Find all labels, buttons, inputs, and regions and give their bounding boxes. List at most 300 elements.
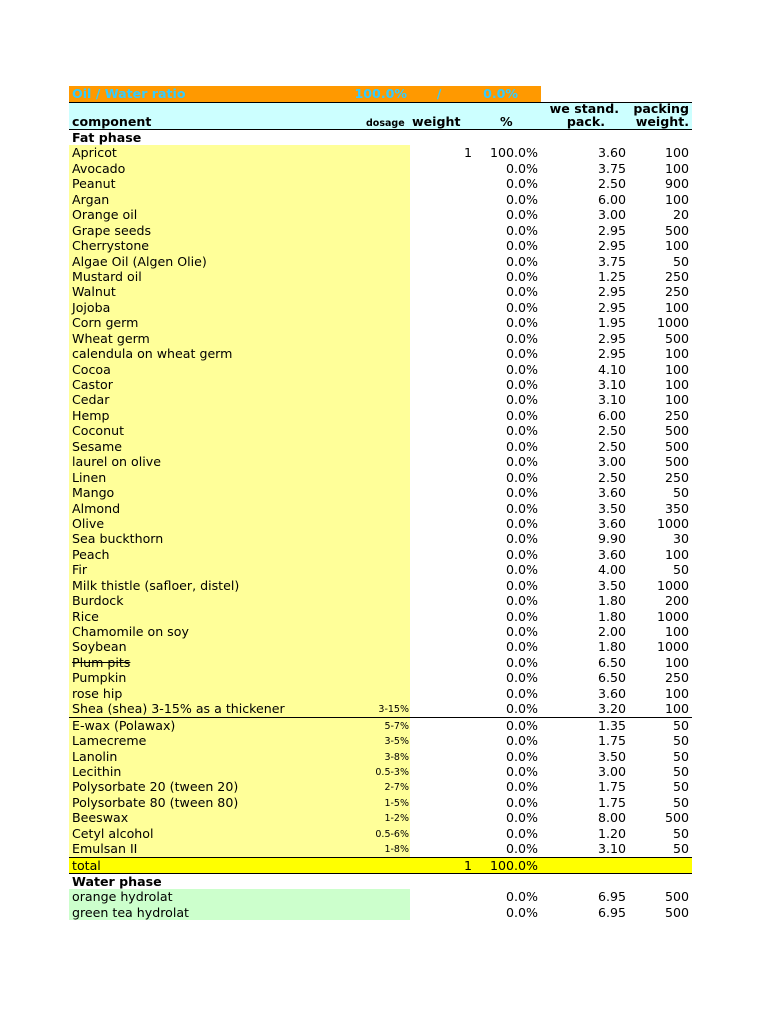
percent-cell: 0.0% bbox=[506, 284, 538, 300]
weight-cell[interactable] bbox=[409, 779, 472, 794]
price-cell: 3.60 bbox=[597, 145, 626, 161]
price-cell: 6.95 bbox=[597, 904, 626, 920]
weight-cell[interactable] bbox=[409, 331, 472, 346]
packing-weight-cell: 100 bbox=[664, 685, 689, 701]
component-name[interactable]: Lanolin bbox=[72, 748, 118, 764]
dosage-range: 5-7% bbox=[384, 720, 409, 732]
table-row[interactable] bbox=[69, 889, 692, 904]
component-name[interactable]: Apricot bbox=[72, 145, 117, 161]
table-row[interactable] bbox=[69, 562, 692, 577]
dosage-range bbox=[339, 346, 409, 362]
packing-weight-cell: 500 bbox=[664, 330, 689, 346]
weight-cell[interactable] bbox=[409, 749, 472, 764]
price-cell: 3.60 bbox=[597, 685, 626, 701]
component-name[interactable]: Mango bbox=[72, 485, 115, 501]
dosage-range bbox=[339, 547, 409, 563]
header-pack-line1: packing bbox=[633, 101, 689, 116]
percent-cell: 0.0% bbox=[506, 207, 538, 223]
packing-weight-cell: 100 bbox=[664, 701, 689, 717]
dosage-range bbox=[339, 331, 409, 347]
packing-weight-cell: 250 bbox=[664, 670, 689, 686]
component-name[interactable]: Grape seeds bbox=[72, 222, 152, 238]
dosage-range bbox=[339, 639, 409, 655]
packing-weight-cell: 100 bbox=[664, 392, 689, 408]
water-phase-heading bbox=[69, 874, 692, 889]
weight-cell[interactable] bbox=[409, 284, 472, 299]
dosage-range bbox=[339, 593, 409, 609]
component-name[interactable]: Shea (shea) 3-15% as a thickener bbox=[72, 701, 285, 717]
table-row[interactable] bbox=[69, 516, 692, 531]
packing-weight-cell: 500 bbox=[664, 222, 689, 238]
weight-cell[interactable] bbox=[409, 578, 472, 593]
percent-cell: 0.0% bbox=[506, 701, 538, 717]
weight-cell[interactable] bbox=[409, 408, 472, 423]
component-name[interactable]: Olive bbox=[72, 515, 105, 531]
weight-cell[interactable] bbox=[409, 795, 472, 810]
percent-cell: 0.0% bbox=[506, 361, 538, 377]
component-name[interactable]: Polysorbate 80 (tween 80) bbox=[72, 794, 239, 810]
percent-cell: 0.0% bbox=[506, 608, 538, 624]
table-row[interactable] bbox=[69, 531, 692, 546]
price-cell: 1.25 bbox=[597, 268, 626, 284]
percent-cell: 0.0% bbox=[506, 346, 538, 362]
component-name[interactable]: calendula on wheat germ bbox=[72, 346, 233, 362]
table-row[interactable] bbox=[69, 609, 692, 624]
weight-cell[interactable] bbox=[409, 454, 472, 469]
percent-cell: 0.0% bbox=[506, 438, 538, 454]
weight-cell[interactable]: 1 bbox=[463, 145, 472, 161]
dosage-range bbox=[339, 300, 409, 316]
component-name[interactable]: Orange oil bbox=[72, 207, 138, 223]
table-row[interactable] bbox=[69, 795, 692, 810]
weight-cell[interactable] bbox=[409, 485, 472, 500]
packing-weight-cell: 500 bbox=[664, 889, 689, 905]
component-name[interactable]: Cetyl alcohol bbox=[72, 825, 154, 841]
component-name[interactable]: Avocado bbox=[72, 160, 126, 176]
table-row[interactable] bbox=[69, 826, 692, 841]
percent-cell: 0.0% bbox=[506, 717, 538, 733]
weight-cell[interactable] bbox=[409, 223, 472, 238]
weight-cell[interactable] bbox=[409, 392, 472, 407]
weight-cell[interactable] bbox=[409, 655, 472, 670]
dosage-range bbox=[339, 454, 409, 470]
packing-weight-cell: 100 bbox=[664, 346, 689, 362]
component-name[interactable]: Coconut bbox=[72, 423, 125, 439]
price-cell: 6.50 bbox=[597, 654, 626, 670]
price-cell: 9.90 bbox=[597, 531, 626, 547]
table-row[interactable] bbox=[69, 501, 692, 516]
packing-weight-cell: 250 bbox=[664, 469, 689, 485]
packing-weight-cell: 50 bbox=[672, 763, 689, 779]
percent-cell: 0.0% bbox=[506, 253, 538, 269]
price-cell: 3.00 bbox=[597, 763, 626, 779]
packing-weight-cell: 1000 bbox=[656, 639, 689, 655]
component-name[interactable]: Mustard oil bbox=[72, 268, 142, 284]
component-name[interactable]: Corn germ bbox=[72, 315, 139, 331]
price-cell: 1.95 bbox=[597, 315, 626, 331]
header-price-line2: pack. bbox=[566, 114, 605, 129]
table-row[interactable] bbox=[69, 686, 692, 701]
table-row[interactable] bbox=[69, 578, 692, 593]
price-cell: 1.80 bbox=[597, 608, 626, 624]
weight-cell[interactable] bbox=[409, 810, 472, 825]
table-row[interactable] bbox=[69, 841, 692, 856]
weight-cell[interactable] bbox=[409, 701, 472, 716]
price-cell: 4.00 bbox=[597, 562, 626, 578]
percent-cell: 0.0% bbox=[506, 889, 538, 905]
percent-cell: 0.0% bbox=[506, 546, 538, 562]
component-name[interactable]: Cherrystone bbox=[72, 238, 150, 254]
price-cell: 3.20 bbox=[597, 701, 626, 717]
table-row[interactable] bbox=[69, 315, 692, 330]
dosage-range bbox=[339, 686, 409, 702]
percent-cell: 0.0% bbox=[506, 685, 538, 701]
percent-cell: 0.0% bbox=[506, 763, 538, 779]
percent-cell: 0.0% bbox=[506, 515, 538, 531]
ratio-slash: / bbox=[436, 86, 442, 101]
dosage-range bbox=[339, 145, 409, 161]
packing-weight-cell: 100 bbox=[664, 299, 689, 315]
packing-weight-cell: 50 bbox=[672, 794, 689, 810]
table-row[interactable] bbox=[69, 593, 692, 608]
fat-phase-rows bbox=[69, 145, 692, 856]
percent-cell: 0.0% bbox=[506, 500, 538, 516]
percent-cell: 0.0% bbox=[506, 407, 538, 423]
weight-cell[interactable] bbox=[409, 826, 472, 841]
table-row[interactable] bbox=[69, 439, 692, 454]
price-cell: 8.00 bbox=[597, 810, 626, 826]
dosage-range bbox=[339, 516, 409, 532]
packing-weight-cell: 100 bbox=[664, 160, 689, 176]
weight-cell[interactable] bbox=[409, 238, 472, 253]
spreadsheet bbox=[69, 86, 692, 920]
packing-weight-cell: 1000 bbox=[656, 515, 689, 531]
price-cell: 3.75 bbox=[597, 160, 626, 176]
header-weight: weight bbox=[412, 114, 461, 129]
table-row[interactable] bbox=[69, 779, 692, 794]
ratio-oil-value: 100.0% bbox=[354, 86, 407, 101]
percent-cell: 0.0% bbox=[506, 654, 538, 670]
percent-cell: 0.0% bbox=[506, 191, 538, 207]
packing-weight-cell: 100 bbox=[664, 145, 689, 161]
price-cell: 2.95 bbox=[597, 330, 626, 346]
table-row[interactable] bbox=[69, 454, 692, 469]
weight-cell[interactable] bbox=[409, 377, 472, 392]
table-row[interactable] bbox=[69, 176, 692, 191]
table-row[interactable] bbox=[69, 269, 692, 284]
dosage-range bbox=[339, 624, 409, 640]
price-cell: 6.50 bbox=[597, 670, 626, 686]
weight-cell[interactable] bbox=[409, 315, 472, 330]
component-name[interactable]: Castor bbox=[72, 377, 113, 392]
component-name[interactable]: Peanut bbox=[72, 176, 116, 192]
price-cell: 3.75 bbox=[597, 253, 626, 269]
header-dosage: dosage bbox=[366, 118, 405, 129]
weight-cell[interactable] bbox=[409, 470, 472, 485]
price-cell: 2.95 bbox=[597, 346, 626, 362]
table-row[interactable] bbox=[69, 284, 692, 299]
component-name[interactable]: Cocoa bbox=[72, 361, 111, 377]
weight-cell[interactable] bbox=[409, 841, 472, 856]
weight-cell[interactable] bbox=[409, 516, 472, 531]
component-name[interactable]: Soybean bbox=[72, 639, 127, 655]
dosage-range bbox=[339, 531, 409, 547]
packing-weight-cell: 500 bbox=[664, 454, 689, 470]
table-row[interactable] bbox=[69, 905, 692, 920]
header-component: component bbox=[72, 114, 152, 129]
oil-water-ratio-row[interactable] bbox=[69, 86, 692, 102]
weight-cell[interactable] bbox=[409, 562, 472, 577]
weight-cell[interactable] bbox=[409, 362, 472, 377]
dosage-range: 2-7% bbox=[384, 782, 409, 794]
table-row[interactable] bbox=[69, 470, 692, 485]
weight-cell[interactable] bbox=[409, 192, 472, 207]
percent-cell: 0.0% bbox=[506, 299, 538, 315]
percent-cell: 0.0% bbox=[506, 392, 538, 408]
component-name[interactable]: Cedar bbox=[72, 392, 110, 408]
table-row[interactable] bbox=[69, 207, 692, 222]
packing-weight-cell: 50 bbox=[672, 733, 689, 749]
percent-cell: 0.0% bbox=[506, 779, 538, 795]
table-row[interactable] bbox=[69, 764, 692, 779]
price-cell: 1.75 bbox=[597, 733, 626, 749]
weight-cell[interactable] bbox=[409, 346, 472, 361]
dosage-range: 1-5% bbox=[384, 797, 409, 809]
component-name[interactable]: Argan bbox=[72, 191, 110, 207]
table-row[interactable] bbox=[69, 238, 692, 253]
table-row[interactable] bbox=[69, 485, 692, 500]
percent-cell: 0.0% bbox=[506, 593, 538, 609]
table-row[interactable] bbox=[69, 346, 692, 361]
component-name[interactable]: Fir bbox=[72, 562, 88, 578]
component-name[interactable]: Rice bbox=[72, 608, 99, 624]
packing-weight-cell: 1000 bbox=[656, 315, 689, 331]
percent-cell: 0.0% bbox=[506, 531, 538, 547]
table-row[interactable] bbox=[69, 408, 692, 423]
packing-weight-cell: 1000 bbox=[656, 608, 689, 624]
component-name[interactable]: E-wax (Polawax) bbox=[72, 717, 176, 733]
component-name[interactable]: Lamecreme bbox=[72, 733, 147, 749]
component-name[interactable]: Emulsan II bbox=[72, 841, 138, 857]
component-name[interactable]: Burdock bbox=[72, 593, 124, 609]
component-name[interactable]: Milk thistle (safloer, distel) bbox=[72, 577, 240, 593]
component-name[interactable]: Lecithin bbox=[72, 763, 122, 779]
price-cell: 2.95 bbox=[597, 238, 626, 254]
dosage-range: 1-2% bbox=[384, 813, 409, 825]
price-cell: 1.20 bbox=[597, 825, 626, 841]
weight-cell[interactable] bbox=[409, 733, 472, 748]
weight-cell[interactable] bbox=[409, 670, 472, 685]
weight-cell[interactable] bbox=[409, 176, 472, 191]
dosage-range bbox=[339, 362, 409, 378]
dosage-range bbox=[339, 578, 409, 594]
dosage-range bbox=[339, 161, 409, 177]
table-row[interactable] bbox=[69, 655, 692, 670]
dosage-range bbox=[339, 470, 409, 486]
price-cell: 3.10 bbox=[597, 392, 626, 408]
weight-cell[interactable] bbox=[409, 161, 472, 176]
packing-weight-cell: 50 bbox=[672, 825, 689, 841]
price-cell: 3.10 bbox=[597, 841, 626, 857]
packing-weight-cell: 20 bbox=[672, 207, 689, 223]
weight-cell[interactable] bbox=[409, 423, 472, 438]
dosage-range bbox=[339, 284, 409, 300]
table-row[interactable] bbox=[69, 701, 692, 716]
table-row[interactable] bbox=[69, 547, 692, 562]
price-cell: 3.60 bbox=[597, 515, 626, 531]
percent-cell: 0.0% bbox=[506, 904, 538, 920]
total-row[interactable] bbox=[69, 857, 692, 874]
component-name[interactable]: Linen bbox=[72, 469, 107, 485]
dosage-range: 1-8% bbox=[384, 844, 409, 856]
component-name[interactable]: Sea buckthorn bbox=[72, 531, 164, 547]
weight-cell[interactable] bbox=[409, 639, 472, 654]
dosage-range bbox=[339, 609, 409, 625]
weight-cell[interactable] bbox=[409, 207, 472, 222]
price-cell: 4.10 bbox=[597, 361, 626, 377]
table-row[interactable] bbox=[69, 670, 692, 685]
percent-cell: 0.0% bbox=[506, 733, 538, 749]
dosage-range: 3-8% bbox=[384, 751, 409, 763]
price-cell: 3.50 bbox=[597, 500, 626, 516]
percent-cell: 0.0% bbox=[506, 268, 538, 284]
table-row[interactable] bbox=[69, 810, 692, 825]
dosage-range bbox=[339, 501, 409, 517]
packing-weight-cell: 50 bbox=[672, 253, 689, 269]
percent-cell: 0.0% bbox=[506, 670, 538, 686]
packing-weight-cell: 100 bbox=[664, 546, 689, 562]
percent-cell: 0.0% bbox=[506, 176, 538, 192]
percent-cell: 0.0% bbox=[506, 469, 538, 485]
fat-phase-label: Fat phase bbox=[72, 130, 142, 145]
dosage-range bbox=[339, 423, 409, 439]
table-row[interactable] bbox=[69, 423, 692, 438]
dosage-range bbox=[339, 655, 409, 671]
table-row[interactable] bbox=[69, 300, 692, 315]
table-row[interactable] bbox=[69, 392, 692, 407]
packing-weight-cell: 50 bbox=[672, 485, 689, 501]
table-row[interactable] bbox=[69, 749, 692, 764]
component-name[interactable]: Walnut bbox=[72, 284, 116, 300]
packing-weight-cell: 50 bbox=[672, 717, 689, 733]
component-name[interactable]: Almond bbox=[72, 500, 121, 516]
component-name[interactable]: Sesame bbox=[72, 438, 123, 454]
component-name[interactable]: Peach bbox=[72, 546, 110, 562]
price-cell: 6.00 bbox=[597, 407, 626, 423]
component-name[interactable]: laurel on olive bbox=[72, 454, 161, 470]
packing-weight-cell: 50 bbox=[672, 562, 689, 578]
table-row[interactable] bbox=[69, 639, 692, 654]
component-name[interactable]: Polysorbate 20 (tween 20) bbox=[72, 779, 239, 795]
dosage-range bbox=[339, 223, 409, 239]
total-percent: 100.0% bbox=[489, 857, 538, 873]
dosage-range: 0.5-3% bbox=[375, 766, 409, 778]
weight-cell[interactable] bbox=[409, 269, 472, 284]
table-row[interactable] bbox=[69, 254, 692, 269]
percent-cell: 0.0% bbox=[506, 562, 538, 578]
packing-weight-cell: 100 bbox=[664, 238, 689, 254]
weight-cell[interactable] bbox=[409, 609, 472, 624]
table-row[interactable] bbox=[69, 161, 692, 176]
percent-cell: 0.0% bbox=[506, 624, 538, 639]
weight-cell[interactable] bbox=[409, 501, 472, 516]
component-name[interactable]: orange hydrolat bbox=[72, 889, 173, 905]
dosage-range bbox=[339, 562, 409, 578]
table-row[interactable] bbox=[69, 624, 692, 639]
component-name[interactable]: Chamomile on soy bbox=[72, 624, 189, 639]
water-phase-rows bbox=[69, 889, 692, 920]
percent-cell: 0.0% bbox=[506, 841, 538, 857]
dosage-range bbox=[339, 315, 409, 331]
packing-weight-cell: 250 bbox=[664, 407, 689, 423]
table-row[interactable] bbox=[69, 362, 692, 377]
price-cell: 2.95 bbox=[597, 284, 626, 300]
dosage-range bbox=[339, 176, 409, 192]
price-cell: 3.50 bbox=[597, 577, 626, 593]
dosage-range bbox=[339, 254, 409, 270]
component-name[interactable]: Wheat germ bbox=[72, 330, 150, 346]
component-name[interactable]: rose hip bbox=[72, 685, 123, 701]
price-cell: 2.95 bbox=[597, 222, 626, 238]
percent-cell: 0.0% bbox=[506, 238, 538, 254]
component-name[interactable]: Plum pits bbox=[72, 654, 131, 670]
component-name[interactable]: Beeswax bbox=[72, 810, 129, 826]
table-row[interactable] bbox=[69, 145, 692, 160]
price-cell: 2.50 bbox=[597, 438, 626, 454]
price-cell: 1.80 bbox=[597, 639, 626, 655]
component-name[interactable]: green tea hydrolat bbox=[72, 904, 189, 920]
ratio-label: Oil / Water ratio bbox=[72, 86, 186, 101]
table-row[interactable] bbox=[69, 223, 692, 238]
component-name[interactable]: Hemp bbox=[72, 407, 110, 423]
table-row[interactable] bbox=[69, 377, 692, 392]
packing-weight-cell: 50 bbox=[672, 779, 689, 795]
dosage-range bbox=[339, 238, 409, 254]
weight-cell[interactable] bbox=[409, 718, 472, 733]
packing-weight-cell: 500 bbox=[664, 810, 689, 826]
percent-cell: 0.0% bbox=[506, 315, 538, 331]
column-header-row bbox=[69, 102, 692, 130]
weight-cell[interactable] bbox=[409, 686, 472, 701]
weight-cell[interactable] bbox=[409, 624, 472, 639]
dosage-range bbox=[339, 670, 409, 686]
weight-cell[interactable] bbox=[409, 547, 472, 562]
dosage-range bbox=[339, 408, 409, 424]
dosage-range bbox=[339, 439, 409, 455]
percent-cell: 0.0% bbox=[506, 639, 538, 655]
table-row[interactable] bbox=[69, 733, 692, 748]
percent-cell: 0.0% bbox=[506, 423, 538, 439]
packing-weight-cell: 350 bbox=[664, 500, 689, 516]
price-cell: 1.75 bbox=[597, 779, 626, 795]
weight-cell[interactable] bbox=[409, 300, 472, 315]
component-name[interactable]: Algae Oil (Algen Olie) bbox=[72, 253, 207, 269]
dosage-range bbox=[339, 392, 409, 408]
component-name[interactable]: Jojoba bbox=[72, 299, 111, 315]
dosage-range bbox=[339, 269, 409, 285]
weight-cell[interactable] bbox=[409, 764, 472, 779]
price-cell: 6.95 bbox=[597, 889, 626, 905]
weight-cell[interactable] bbox=[409, 531, 472, 546]
table-row[interactable] bbox=[69, 717, 692, 733]
table-row[interactable] bbox=[69, 192, 692, 207]
weight-cell[interactable] bbox=[409, 254, 472, 269]
price-cell: 2.50 bbox=[597, 423, 626, 439]
table-row[interactable] bbox=[69, 331, 692, 346]
weight-cell[interactable] bbox=[409, 593, 472, 608]
weight-cell[interactable] bbox=[409, 439, 472, 454]
component-name[interactable]: Pumpkin bbox=[72, 670, 127, 686]
